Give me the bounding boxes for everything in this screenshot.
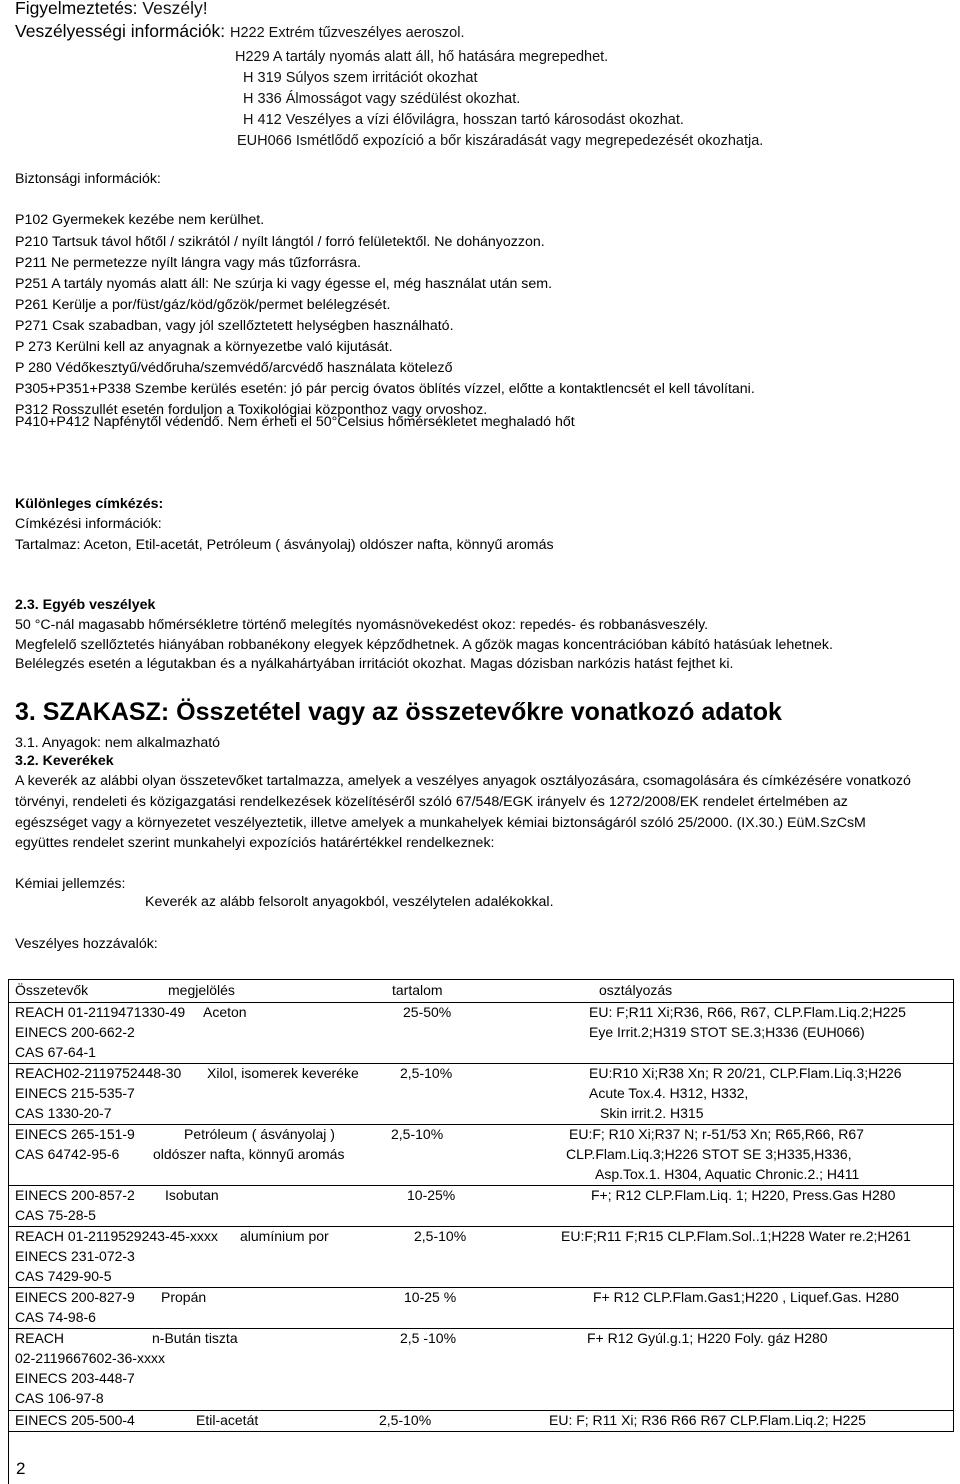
- row2-class-2: Acute Tox.4. H312, H332,: [589, 1085, 749, 1101]
- other-hazards-title: 2.3. Egyéb veszélyek: [15, 597, 156, 613]
- page-number: 2: [16, 1459, 26, 1478]
- row5-content: 2,5-10%: [414, 1228, 467, 1244]
- table-cell: [9, 1411, 954, 1432]
- table-row: [9, 1003, 954, 1064]
- row2-id-2: EINECS 215-535-7: [15, 1085, 135, 1101]
- row6-class-1: F+ R12 CLP.Flam.Gas1;H220 , Liquef.Gas. H280: [593, 1289, 899, 1305]
- row5-id-3: CAS 7429-90-5: [15, 1268, 112, 1284]
- row2-id-1: REACH02-2119752448-30: [15, 1065, 182, 1081]
- mixtures-title: 3.2. Keverékek: [15, 753, 114, 769]
- row7-id-1: REACH: [15, 1330, 65, 1346]
- table-cell: [9, 1227, 954, 1288]
- row7-class-1: F+ R12 Gyúl.g.1; H220 Foly. gáz H280: [587, 1330, 828, 1346]
- row8-class-1: EU: F; R11 Xi; R36 R66 R67 CLP.Flam.Liq.2; H225: [549, 1412, 866, 1428]
- special-info: Címkézési információk:: [15, 516, 162, 532]
- row2-id-3: CAS 1330-20-7: [15, 1105, 112, 1121]
- table-row: [9, 1186, 954, 1227]
- row8-id-1: EINECS 205-500-4: [15, 1412, 135, 1428]
- row2-content: 2,5-10%: [400, 1065, 453, 1081]
- header-classification: osztályozás: [599, 982, 673, 998]
- hazard-line-5: EUH066 Ismétlődő expozíció a bőr kiszáradását vagy megrepedezését okozhatja.: [237, 133, 764, 149]
- row5-id-2: EINECS 231-072-3: [15, 1248, 135, 1264]
- mixtures-para-2: törvényi, rendeleti és közigazgatási rendelkezések közelítéséről szóló 67/548/EGK irányelv és 1272/2008/EK rendelet értelmében az: [15, 794, 848, 810]
- table-cell: [9, 1288, 954, 1329]
- table-row: [9, 1125, 954, 1186]
- row3-class-2: CLP.Flam.Liq.3;H226 STOT SE 3;H335,H336,: [566, 1146, 852, 1162]
- row7-name: n-Bután tiszta: [152, 1330, 238, 1346]
- p-line-8: P 280 Védőkesztyű/védőruha/szemvédő/arcvédő használata kötelező: [15, 360, 453, 376]
- table-cell: [9, 1064, 954, 1125]
- p-line-7: P 273 Kerülni kell az anyagnak a környezetbe való kijutását.: [15, 339, 393, 355]
- dangerous-label: Veszélyes hozzávalók:: [15, 936, 158, 952]
- row2-class-1: EU:R10 Xi;R38 Xn; R 20/21, CLP.Flam.Liq.3;H226: [589, 1065, 902, 1081]
- row2-class-3: Skin irrit.2. H315: [600, 1105, 704, 1121]
- safety-label: Biztonsági információk:: [15, 171, 161, 187]
- row8-content: 2,5-10%: [379, 1412, 432, 1428]
- row4-name: Isobutan: [165, 1187, 219, 1203]
- row7-id-3: EINECS 203-448-7: [15, 1370, 135, 1386]
- header-designation: megjelölés: [168, 982, 235, 998]
- special-contains: Tartalmaz: Aceton, Etil-acetát, Petróleum ( ásványolaj) oldószer nafta, könnyű aromás: [15, 537, 554, 553]
- row3-class-3: Asp.Tox.1. H304, Aquatic Chronic.2.; H411: [595, 1166, 860, 1182]
- other-hazards-line-2: Megfelelő szellőztetés hiányában robbanékony elegyek képződhetnek. A gőzök magas koncentrációban kábító hatásúak lehetnek.: [15, 637, 833, 653]
- row6-name: Propán: [161, 1289, 207, 1305]
- row8-name: Etil-acetát: [196, 1412, 259, 1428]
- row7-id-4: CAS 106-97-8: [15, 1390, 104, 1406]
- p-line-4: P251 A tartály nyomás alatt áll: Ne szúrja ki vagy égesse el, még használat után sem.: [15, 276, 553, 292]
- row6-content: 10-25 %: [404, 1289, 457, 1305]
- table-row: [9, 1064, 954, 1125]
- row1-name: Aceton: [203, 1004, 247, 1020]
- row2-name: Xilol, isomerek keveréke: [207, 1065, 359, 1081]
- row3-name-1: Petróleum ( ásványolaj ): [184, 1126, 335, 1142]
- section3-title: 3. SZAKASZ: Összetétel vagy az összetevőkre vonatkozó adatok: [15, 698, 782, 726]
- page-margin-line: [8, 1430, 9, 1484]
- mixtures-para-3: egészséget vagy a környezetet veszélyeztetik, illetve amelyek a munkahelyek kémiai biztonságáról szóló 25/2000. (IX.30.) EüM.SzCsM: [15, 815, 866, 831]
- row4-class-1: F+; R12 CLP.Flam.Liq. 1; H220, Press.Gas H280: [591, 1187, 896, 1203]
- table-header-row: [9, 980, 954, 1003]
- table-cell: [9, 1125, 954, 1186]
- row3-class-1: EU:F; R10 Xi;R37 N; r-51/53 Xn; R65,R66, R67: [569, 1126, 864, 1142]
- hazard-line: [15, 21, 464, 42]
- table-cell: [9, 1003, 954, 1064]
- row3-name-2: oldószer nafta, könnyű aromás: [153, 1146, 345, 1162]
- hazard-line-1: H229 A tartály nyomás alatt áll, hő hatására megrepedhet.: [235, 49, 609, 65]
- row1-id-2: EINECS 200-662-2: [15, 1024, 135, 1040]
- p-line-6: P271 Csak szabadban, vagy jól szellőztetett helységben használható.: [15, 318, 454, 334]
- row3-content: 2,5-10%: [391, 1126, 444, 1142]
- row4-id-2: CAS 75-28-5: [15, 1207, 96, 1223]
- row5-class-1: EU:F;R11 F;R15 CLP.Flam.Sol..1;H228 Water re.2;H261: [561, 1228, 911, 1244]
- p-line-2: P210 Tartsuk távol hőtől / szikrától / nyílt lángtól / forró felületektől. Ne dohányozzon.: [15, 234, 545, 250]
- table-cell: [9, 1186, 954, 1227]
- row6-id-2: CAS 74-98-6: [15, 1309, 96, 1325]
- other-hazards-line-3: Belélegzés esetén a légutakban és a nyálkahártyában irritációt okozhat. Magas dózisban narkózis hatást fejthet ki.: [15, 656, 734, 672]
- table-cell: [9, 1329, 954, 1411]
- hazard-line-2: H 319 Súlyos szem irritációt okozhat: [243, 70, 478, 86]
- row4-content: 10-25%: [407, 1187, 456, 1203]
- table-row: [9, 1329, 954, 1411]
- warning-line: [15, 0, 208, 19]
- mixtures-para-4: együttes rendelet szerint munkahelyi expozíciós határértékkel rendelkeznek:: [15, 835, 495, 851]
- row1-id-1: REACH 01-2119471330-49: [15, 1004, 186, 1020]
- row1-content: 25-50%: [403, 1004, 452, 1020]
- table-row: [9, 1227, 954, 1288]
- p-line-10: P312 Rosszullét esetén forduljon a Toxikológiai központhoz vagy orvoshoz.: [15, 402, 488, 418]
- row1-id-3: CAS 67-64-1: [15, 1044, 96, 1060]
- chem-value: Keverék az alább felsorolt anyagokból, veszélytelen adalékokkal.: [145, 894, 554, 910]
- row7-id-2: 02-2119667602-36-xxxx: [15, 1350, 165, 1366]
- p-line-3: P211 Ne permetezze nyílt lángra vagy más tűzforrásra.: [15, 255, 361, 271]
- row4-id-1: EINECS 200-857-2: [15, 1187, 135, 1203]
- table-header: [9, 980, 954, 1003]
- table-row: [9, 1411, 954, 1432]
- row1-class-1: EU: F;R11 Xi;R36, R66, R67, CLP.Flam.Liq.2;H225: [589, 1004, 906, 1020]
- row1-class-2: Eye Irrit.2;H319 STOT SE.3;H336 (EUH066): [589, 1024, 865, 1040]
- row3-id-1: EINECS 265-151-9: [15, 1126, 135, 1142]
- row5-id-1: REACH 01-2119529243-45-xxxx: [15, 1228, 218, 1244]
- other-hazards-line-1: 50 °C-nál magasabb hőmérsékletre történő melegítés nyomásnövekedést okoz: repedés- és robbanásveszély.: [15, 617, 709, 633]
- row5-name: alumínium por: [240, 1228, 329, 1244]
- row6-id-1: EINECS 200-827-9: [15, 1289, 135, 1305]
- p-line-9: P305+P351+P338 Szembe kerülés esetén: jó pár percig óvatos öblítés vízzel, előtte a kontaktlencsét el kell távolítani.: [15, 381, 755, 397]
- p-line-11: P410+P412 Napfénytől védendő. Nem érheti el 50°Celsius hőmérsékletet meghaladó hőt: [15, 414, 575, 430]
- row3-id-2: CAS 64742-95-6: [15, 1146, 120, 1162]
- special-title: Különleges címkézés:: [15, 496, 164, 512]
- hazard-line-4: H 412 Veszélyes a vízi élővilágra, hosszan tartó károsodást okozhat.: [243, 112, 684, 128]
- p-line-1: P102 Gyermekek kezébe nem kerülhet.: [15, 212, 265, 228]
- hazard-first: H222 Extrém tűzveszélyes aeroszol.: [229, 25, 465, 41]
- hazard-line-3: H 336 Álmosságot vagy szédülést okozhat.: [243, 91, 521, 107]
- p-line-5: P261 Kerülje a por/füst/gáz/köd/gőzök/permet belélegzését.: [15, 297, 391, 313]
- chem-label: Kémiai jellemzés:: [15, 876, 126, 892]
- mixtures-para-1: A keverék az alábbi olyan összetevőket tartalmazza, amelyek a veszélyes anyagok osztályozására, csomagolására és címkézésére vonatkozó: [15, 773, 911, 789]
- header-components: Összetevők: [15, 982, 89, 998]
- header-content: tartalom: [392, 982, 443, 998]
- composition-table: [8, 979, 954, 1432]
- hazard-label: Veszélyességi információk:: [15, 21, 230, 41]
- table-row: [9, 1288, 954, 1329]
- row7-content: 2,5 -10%: [400, 1330, 457, 1346]
- warning-value: Veszély!: [142, 0, 208, 18]
- warning-label: Figyelmeztetés:: [15, 0, 143, 18]
- substances-line: 3.1. Anyagok: nem alkalmazható: [15, 735, 221, 751]
